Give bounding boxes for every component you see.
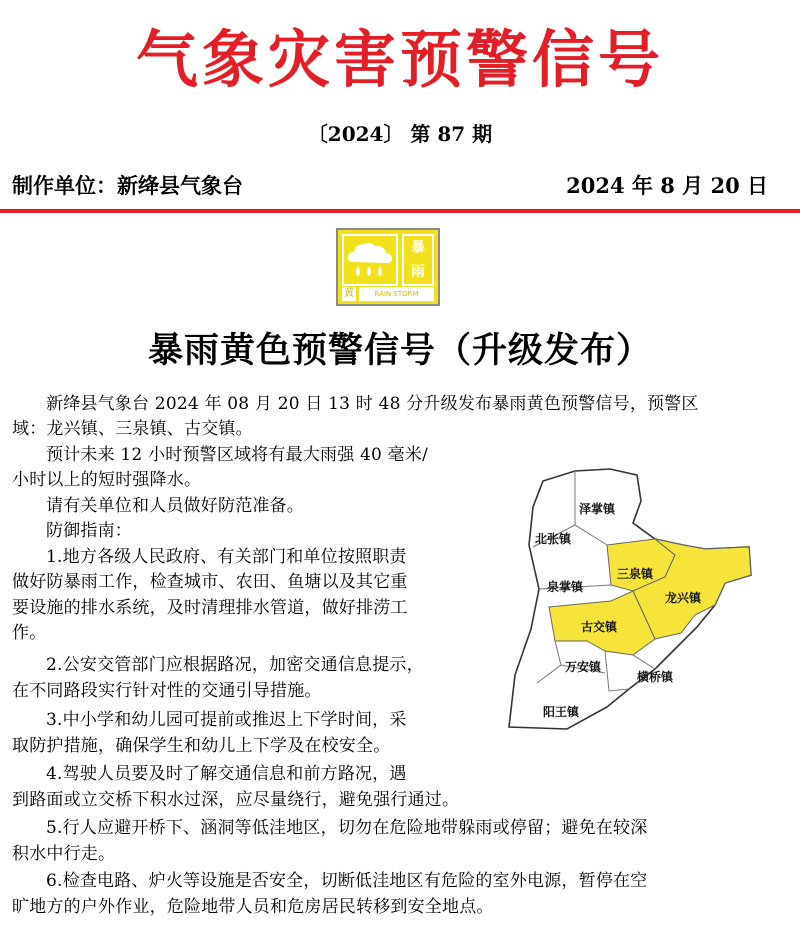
rainstorm-yellow-icon xyxy=(336,228,440,306)
town-label-sanquan: 三泉镇 xyxy=(617,567,654,581)
document-title: 气象灾害预警信号 xyxy=(135,23,664,96)
paragraph-line: 做好防暴雨工作，检查城市、农田、鱼塘以及其它重 xyxy=(12,572,408,592)
icon-side-label-1: 暴 xyxy=(411,240,425,256)
paragraph-line: 请有关单位和人员做好防范准备。 xyxy=(46,496,304,516)
paragraph-line: 1.地方各级人民政府、有关部门和单位按照职责 xyxy=(46,547,407,567)
town-label-beizhang: 北张镇 xyxy=(535,532,572,546)
paragraph-line: 预计未来 12 小时预警区域将有最大雨强 40 毫米/ xyxy=(46,445,429,465)
icon-bottom-bar xyxy=(342,287,434,301)
paragraph-line: 作。 xyxy=(12,623,47,643)
issue-number: 〔2024〕 第 87 期 xyxy=(307,122,493,146)
paragraph-line: 积水中行走。 xyxy=(12,844,116,864)
paragraph-line: 5.行人应避开桥下、涵洞等低洼地区，切勿在危险地带躲雨或停留；避免在较深 xyxy=(46,818,648,838)
paragraph-line: 小时以上的短时强降水。 xyxy=(12,470,202,490)
paragraph-line: 2.公安交管部门应根据路况，加密交通信息提示， xyxy=(46,655,424,675)
icon-side-label xyxy=(402,234,434,286)
town-label-quanzhang: 泉掌镇 xyxy=(547,580,584,594)
icon-english-label: RAIN STORM xyxy=(359,287,434,301)
paragraph-line: 到路面或立交桥下积水过深，应尽量绕行，避免强行通过。 xyxy=(12,790,460,810)
town-label-hengqiao: 横桥镇 xyxy=(637,670,674,684)
paragraph-line: 新绛县气象台 2024 年 08 月 20 日 13 时 48 分升级发布暴雨黄色预警信号，预警区 xyxy=(46,394,699,414)
town-label-wanan: 万安镇 xyxy=(565,660,602,674)
issuing-unit: 制作单位：新绛县气象台 xyxy=(12,173,243,198)
issue-date: 2024 年 8 月 20 日 xyxy=(566,173,768,198)
paragraph-line: 在不同路段实行针对性的交通引导措施。 xyxy=(12,681,322,701)
icon-side-label-2: 雨 xyxy=(411,264,425,280)
county-map xyxy=(505,465,757,733)
paragraph-line: 域：龙兴镇、三泉镇、古交镇。 xyxy=(12,419,253,439)
guide-heading: 防御指南： xyxy=(46,521,132,541)
town-label-zezhang: 泽掌镇 xyxy=(579,502,616,516)
icon-corner-label: 黄 xyxy=(344,288,354,299)
town-label-yangwang: 阳王镇 xyxy=(543,705,580,719)
town-label-longxing: 龙兴镇 xyxy=(665,591,702,605)
paragraph-line: 6.检查电路、炉火等设施是否安全，切断低洼地区有危险的室外电源，暂停在空 xyxy=(46,871,648,891)
paragraph-line: 旷地方的户外作业，危险地带人员和危房居民转移到安全地点。 xyxy=(12,897,494,917)
warning-subtitle: 暴雨黄色预警信号（升级发布） xyxy=(147,330,652,371)
header-divider xyxy=(0,209,800,213)
paragraph-line: 取防护措施，确保学生和幼儿上下学及在校安全。 xyxy=(12,736,391,756)
town-label-gujiao: 古交镇 xyxy=(581,620,618,634)
paragraph-line: 3.中小学和幼儿园可提前或推迟上下学时间，采 xyxy=(46,710,407,730)
paragraph-line: 要设施的排水系统，及时清理排水管道，做好排涝工 xyxy=(12,598,408,618)
cloud-rain-icon xyxy=(342,234,398,286)
paragraph-line: 4.驾驶人员要及时了解交通信息和前方路况，遇 xyxy=(46,764,407,784)
